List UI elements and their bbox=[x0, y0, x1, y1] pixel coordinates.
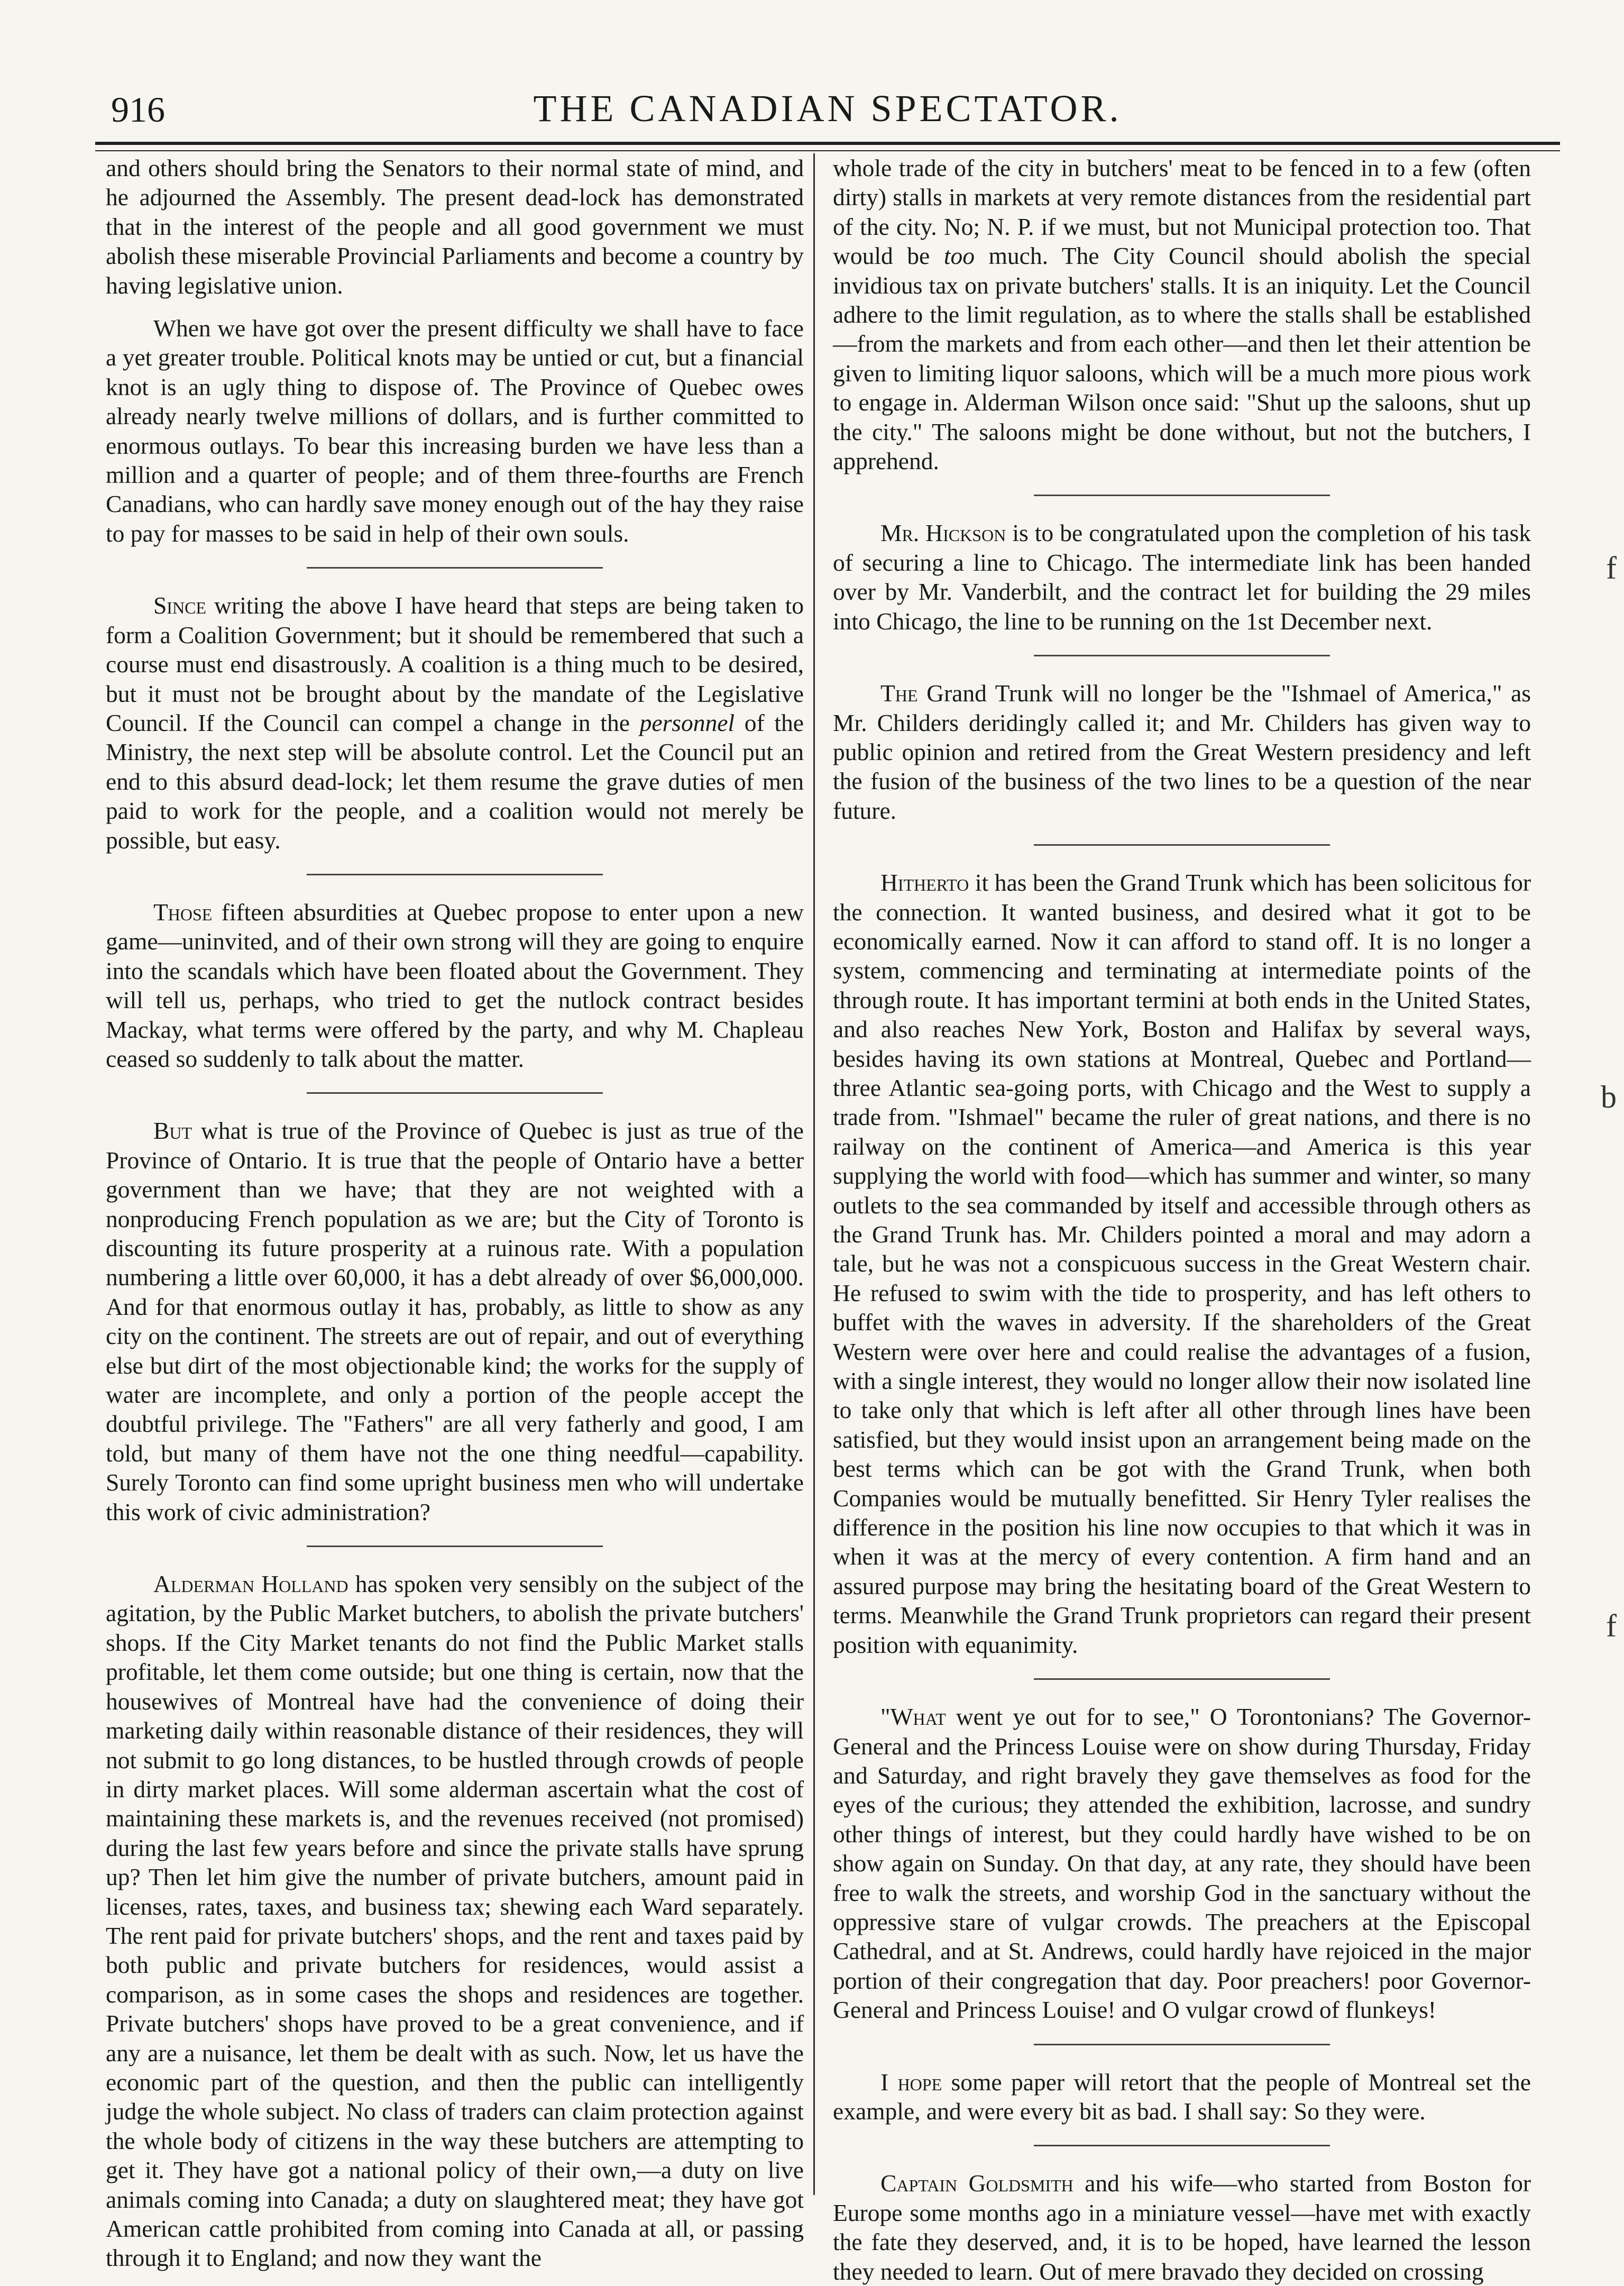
section-divider bbox=[1034, 1678, 1330, 1680]
left-column bbox=[106, 153, 804, 2272]
paragraph: "What went ye out for to see," O Torontonians? The Governor-General and the Princess Louise were on show during Thursday, Friday and Saturday, and right bravely they gave themselves as food for the eyes of the curious; they attended the exhibition, lacrosse, and sundry other things of interest, but they could hardly have wished to be on show again on Sunday. On that day, at any rate, they should have been free to walk the streets, and worship God in the sanctuary without the oppressive stare of vulgar crowds. The preachers at the Episcopal Cathedral, and at St. Andrews, could hardly have rejoiced in the major portion of their congregation that day. Poor preachers! poor Governor-General and Princess Louise! and O vulgar crowd of flunkeys! bbox=[833, 1703, 1531, 2024]
paragraph: whole trade of the city in butchers' meat to be fenced in to a few (often dirty) stalls in markets at very remote distances from the residential part of the city. No; N. P. if we must, but not Municipal protection too. That would be too much. The City Council should abolish the special invidious tax on private butchers' stalls. It is an iniquity. Let the Council adhere to the limit regulation, as to where the stalls shall be established—from the markets and from each other—and then let their attention be given to limiting liquor saloons, which will be a much more pious work to engage in. Alderman Wilson once said: "Shut up the saloons, shut up the city." The saloons might be done without, but not the butchers, I apprehend. bbox=[833, 154, 1531, 475]
paragraph: The Grand Trunk will no longer be the "Ishmael of America," as Mr. Childers deridingly called it; and Mr. Childers has given way to public opinion and retired from the Great Western presidency and left the fusion of the business of the two lines to be a question of the near future. bbox=[833, 680, 1531, 824]
section-divider bbox=[1034, 2044, 1330, 2045]
section-divider bbox=[307, 874, 603, 875]
margin-mark: f bbox=[1606, 551, 1617, 586]
paragraph: Alderman Holland has spoken very sensibly on the subject of the agitation, by the Public Market butchers, to abolish the private butchers' shops. If the City Market tenants do not find the Public Market stalls profitable, let them come outside; but one thing is certain, now that the housewives of Montreal have had the convenience of doing their marketing daily within reasonable distance of their residences, they will not submit to go long distances, to be hustled through crowds of people in dirty market places. Will some alderman ascertain what the cost of maintaining these markets is, and the revenues received (not promised) during the last few years before and since the private stalls have sprung up? Then let him give the number of private butchers, amount paid in licenses, rates, taxes, and business tax; shewing each Ward separately. The rent paid for private butchers' shops, and the rent and taxes paid by both public and private butchers for residences, would assist a comparison, as in some cases the shops and residences are together. Private butchers' shops have proved to be a great convenience, and if any are a nuisance, let them be dealt with as such. Now, let us have the economic part of the question, and then the public can intelligently judge the whole subject. No class of traders can claim protection against the whole body of citizens in the way these butchers are attempting to get it. They have got a national policy of their own,—a duty on live animals coming into Canada; a duty on slaughtered meat; they have got American cattle prohibited from coming into Canada at all, or passing through it to England; and now they want the bbox=[106, 1570, 804, 2272]
masthead-title: THE CANADIAN SPECTATOR. bbox=[533, 87, 1122, 130]
margin-mark: f bbox=[1606, 1608, 1617, 1643]
section-divider bbox=[307, 1546, 603, 1547]
paragraph: and others should bring the Senators to their normal state of mind, and he adjourned the Assembly. The present dead-lock has demonstrated that in the interest of the people and all good government we must abolish these miserable Provincial Parliaments and become a country by having legislative union. bbox=[106, 154, 804, 299]
paragraph: But what is true of the Province of Quebec is just as true of the Province of Ontario. It is true that the people of Ontario have a better government than we have; that they are not weighted with a nonproducing French population as we are; but the City of Toronto is discounting its future prosperity at a ruinous rate. With a population numbering a little over 60,000, it has a debt already of over $6,000,000. And for that enormous outlay it has, probably, as little to show as any city on the continent. The streets are out of repair, and out of everything else but dirt of the most objectionable kind; the works for the supply of water are incomplete, and only a portion of the people accept the doubtful privilege. The "Fathers" are all very fatherly and good, I am told, but many of them have not the one thing needful—capability. Surely Toronto can find some upright business men who will undertake this work of civic administration? bbox=[106, 1117, 804, 1525]
page-header bbox=[95, 79, 1560, 138]
paragraph: When we have got over the present difficulty we shall have to face a yet greater trouble. Political knots may be untied or cut, but a financial knot is an ugly thing to dispose of. The Province of Quebec owes already nearly twelve millions of dollars, and is further committed to enormous outlays. To bear this increasing burden we have less than a million and a quarter of people; and of them three-fourths are French Canadians, who can hardly save money enough out of the hay they raise to pay for masses to be said in help of their own souls. bbox=[106, 315, 804, 547]
paragraph: Those fifteen absurdities at Quebec propose to enter upon a new game—uninvited, and of their own strong will they are going to enquire into the scandals which have been floated about the Government. They will tell us, perhaps, who tried to get the nutlock contract besides Mackay, what terms were offered by the party, and why M. Chapleau ceased so suddenly to talk about the matter. bbox=[106, 898, 804, 1072]
section-divider bbox=[307, 1092, 603, 1094]
section-divider bbox=[1034, 495, 1330, 496]
section-divider bbox=[1034, 844, 1330, 846]
paragraph: Mr. Hickson is to be congratulated upon the completion of his task of securing a line to Chicago. The intermediate link has been handed over by Mr. Vanderbilt, and the contract let for building the 29 miles into Chicago, the line to be running on the 1st December next. bbox=[833, 519, 1531, 635]
section-divider bbox=[1034, 2145, 1330, 2146]
paragraph: Since writing the above I have heard that steps are being taken to form a Coalition Government; but it should be remembered that such a course must end disastrously. A coalition is a thing much to be desired, but it must not be brought about by the mandate of the Legislative Council. If the Council can compel a change in the personnel of the Ministry, the next step will be absolute control. Let the Council put an end to this absurd dead-lock; let them resume the grave duties of men paid to work for the people, and a coalition would not merely be possible, but easy. bbox=[106, 592, 804, 854]
paragraph: Hitherto it has been the Grand Trunk which has been solicitous for the connection. It wanted business, and desired what it got to be economically earned. Now it can afford to stand off. It is no longer a system, commencing and terminating at intermediate points of the through route. It has important termini at both ends in the United States, and also reaches New York, Boston and Halifax by several ways, besides having its own stations at Montreal, Quebec and Portland—three Atlantic sea-going ports, with Chicago and the West to supply a trade from. "Ishmael" became the ruler of great nations, and there is no railway on the continent of America—and America is this year supplying the world with food—which has summer and winter, so many outlets to the sea commanded by itself and accessible through others as the Grand Trunk has. Mr. Childers pointed a moral and may adorn a tale, but he was not a conspicuous success in the Great Western chair. He refused to swim with the tide to prosperity, and has left others to buffet with the waves in adversity. If the shareholders of the Great Western were over here and could realise the advantages of a fusion, with a single interest, they would no longer allow their now isolated line to take only that which is left after all other through lines have been satisfied, but they would insist upon an arrangement being made on the best terms which can be got with the Grand Trunk, when both Companies would be mutually benefitted. Sir Henry Tyler realises the difference in the position his line now occupies to that which it was in when it was at the mercy of every contention. A firm hand and an assured purpose may bring the hesitating board of the Great Western to terms. Meanwhile the Grand Trunk proprietors can regard their present position with equanimity. bbox=[833, 869, 1531, 1658]
header-rule bbox=[95, 142, 1560, 151]
paragraph: I hope some paper will retort that the people of Montreal set the example, and were every bit as bad. I shall say: So they were. bbox=[833, 2068, 1531, 2125]
page-number: 916 bbox=[111, 89, 165, 130]
margin-mark: b bbox=[1601, 1080, 1617, 1114]
section-divider bbox=[1034, 655, 1330, 656]
section-divider bbox=[307, 567, 603, 569]
column-divider bbox=[813, 153, 815, 2195]
paragraph: Captain Goldsmith and his wife—who started from Boston for Europe some months ago in a miniature vessel—have met with exactly the fate they deserved, and, it is to be hoped, have learned the lesson they needed to learn. Out of mere bravado they decided on crossing bbox=[833, 2170, 1531, 2285]
right-column bbox=[833, 153, 1531, 2285]
